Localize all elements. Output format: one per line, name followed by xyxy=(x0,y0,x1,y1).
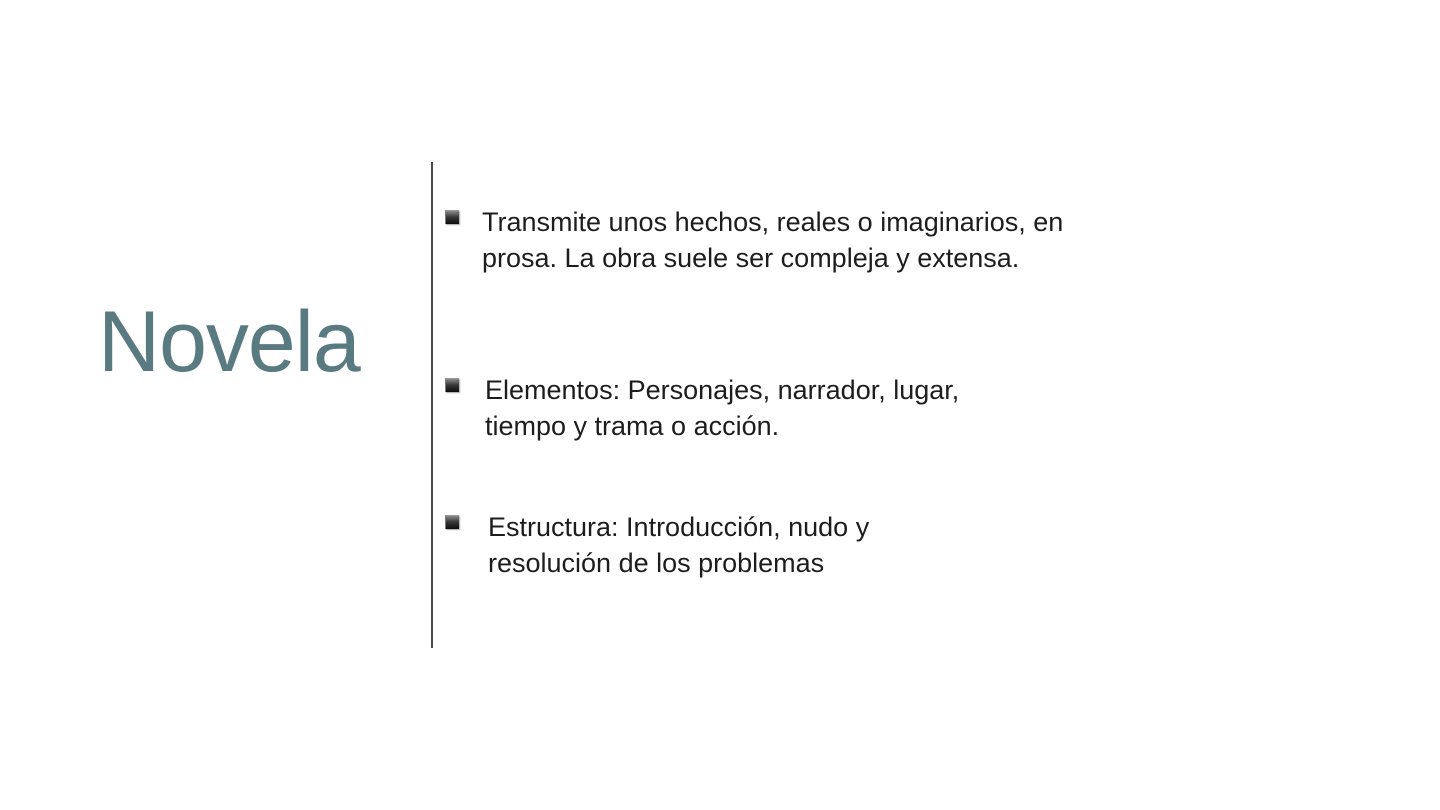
bullet-text-structure: Estructura: Introducción, nudo y resolución de los problemas xyxy=(488,512,870,578)
square-bullet-icon xyxy=(445,210,459,224)
square-bullet-icon xyxy=(445,378,459,392)
vertical-divider xyxy=(431,162,433,648)
bullet-text-elements: Elementos: Personajes, narrador, lugar, tiempo y trama o acción. xyxy=(485,375,960,441)
square-bullet-icon xyxy=(445,515,459,529)
slide-title: Novela xyxy=(98,294,360,390)
bullet-text-description: Transmite unos hechos, reales o imaginarios, en prosa. La obra suele ser compleja y extensa. xyxy=(482,207,1064,273)
